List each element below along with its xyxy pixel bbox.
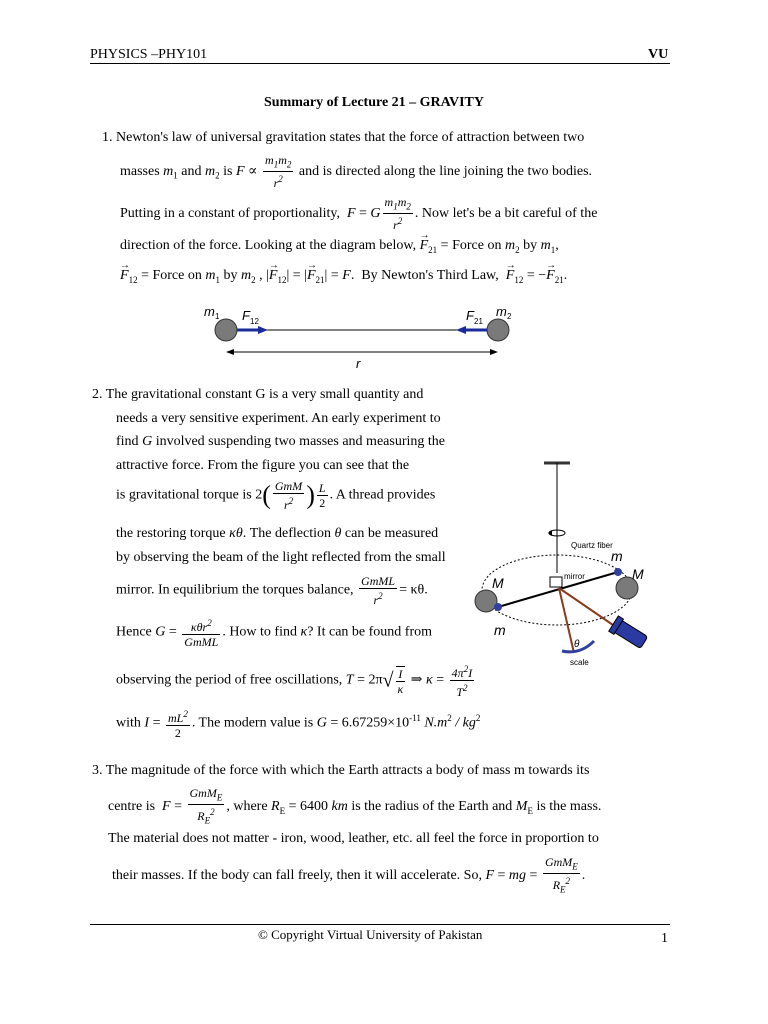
s3-line4: their masses. If the body can fall freely, then it will accelerate. So, F = mg = $\frac{GmM_E}{R_E^2}$ . <box>112 855 586 895</box>
footer-rule <box>90 924 670 925</box>
theta-label: θ <box>574 639 580 650</box>
label-m1: m <box>204 304 215 319</box>
s2-line10: observing the period of free oscillations, T = 2π√ $\frac{I}{\kappa}$ ⇒ κ = $\frac{4\pi^2I}{T^2}$ <box>116 664 473 699</box>
scale-label: scale <box>570 658 589 667</box>
label-r: r <box>356 356 361 371</box>
s2-line11: with I = $\frac{mL^2}{2}$ . The modern value is $G = 6.67259\times 10^{-11}$ $N.m^2 / kg^2$ <box>116 709 481 740</box>
mass-m2 <box>487 319 509 341</box>
mirror-label: mirror <box>564 572 585 581</box>
s1-line2: masses $m_1$ and $m_2$ is F ∝ $\frac{m_1m_2}{r^2}$ and is directed along the line joining the two bodies. <box>120 153 593 191</box>
header-rule <box>90 63 670 64</box>
s2-line6: the restoring torque κθ. The deflection θ can be measured <box>116 526 439 541</box>
svg-text:2: 2 <box>507 312 512 321</box>
s3-line3: The material does not matter - iron, wood, leather, etc. all feel the force in proportion to <box>108 831 599 846</box>
two-mass-diagram <box>190 300 530 372</box>
torsion-balance-diagram <box>470 455 680 675</box>
label-M-right: M <box>632 566 644 582</box>
s2-line1: 2. The gravitational constant G is a very small quantity and <box>92 387 424 402</box>
svg-text:12: 12 <box>250 317 259 326</box>
s2-line8: mirror. In equilibrium the torques balance, $\frac{\text{GmML}}{r^2}$ = κθ. <box>116 574 428 607</box>
s2-line9: Hence G = $\frac{\kappa\theta r^2}{\text{GmML}}$ . How to find κ? It can be found from <box>116 618 433 649</box>
s2-line2: needs a very sensitive experiment. An early experiment to <box>116 411 441 426</box>
label-m-left: m <box>494 622 506 638</box>
s2-line5: is gravitational torque is 2( $\frac{\text{GmM}}{r^2}$ ) $\frac{L}{2}$ . A thread provides <box>116 479 436 512</box>
page-title: Summary of Lecture 21 – GRAVITY <box>264 95 484 110</box>
quartz-label: Quartz fiber <box>571 541 613 550</box>
page-number: 1 <box>661 931 668 946</box>
s1-line1: 1. Newton's law of universal gravitation states that the force of attraction between two <box>102 130 585 145</box>
small-mass-right <box>614 568 622 576</box>
header-institution: VU <box>648 47 669 62</box>
label-m2: m <box>496 304 507 319</box>
s1-line3: Putting in a constant of proportionality, F = G $\frac{m_1m_2}{r^2}$ . Now let's be a bit careful of the <box>120 195 598 233</box>
large-mass-left <box>475 590 497 612</box>
svg-text:1: 1 <box>215 312 220 321</box>
label-f21: F <box>466 308 474 323</box>
s1-line4: direction of the force. Looking at the diagram below, → $F_{21}$ = Force on $m_2$ by $m_1$, <box>120 237 559 259</box>
flashlight-icon <box>609 616 649 650</box>
label-M-left: M <box>492 575 504 591</box>
s1-line5: → $F_{12}$ = Force on $m_1$ by $m_2$ , |→ $F_{12}|$ = |→ $F_{21}| = F$. By Newton's Third Law, → $F_{12}$ = −→ $F_{21}$. <box>120 267 567 289</box>
label-f12: F <box>242 308 250 323</box>
mass-m1 <box>215 319 237 341</box>
s2-line3: find G involved suspending two masses and measuring the <box>116 434 445 449</box>
s3-line1: 3. The magnitude of the force with which the Earth attracts a body of mass m towards its <box>92 763 590 778</box>
s3-line2: centre is F = $\frac{GmM_E}{R_E^2}$ , where $R_E = 6400$ km is the radius of the Earth and $M_E$ is the mass. <box>108 786 602 826</box>
s2-line4: attractive force. From the figure you can see that the <box>116 458 410 473</box>
s2-line7: by observing the beam of the light reflected from the small <box>116 550 446 565</box>
svg-text:21: 21 <box>474 317 483 326</box>
footer-copyright: © Copyright Virtual University of Pakistan <box>258 927 483 942</box>
small-mass-left <box>494 603 502 611</box>
header-course: PHYSICS –PHY101 <box>90 47 208 62</box>
label-m-right: m <box>611 548 623 564</box>
